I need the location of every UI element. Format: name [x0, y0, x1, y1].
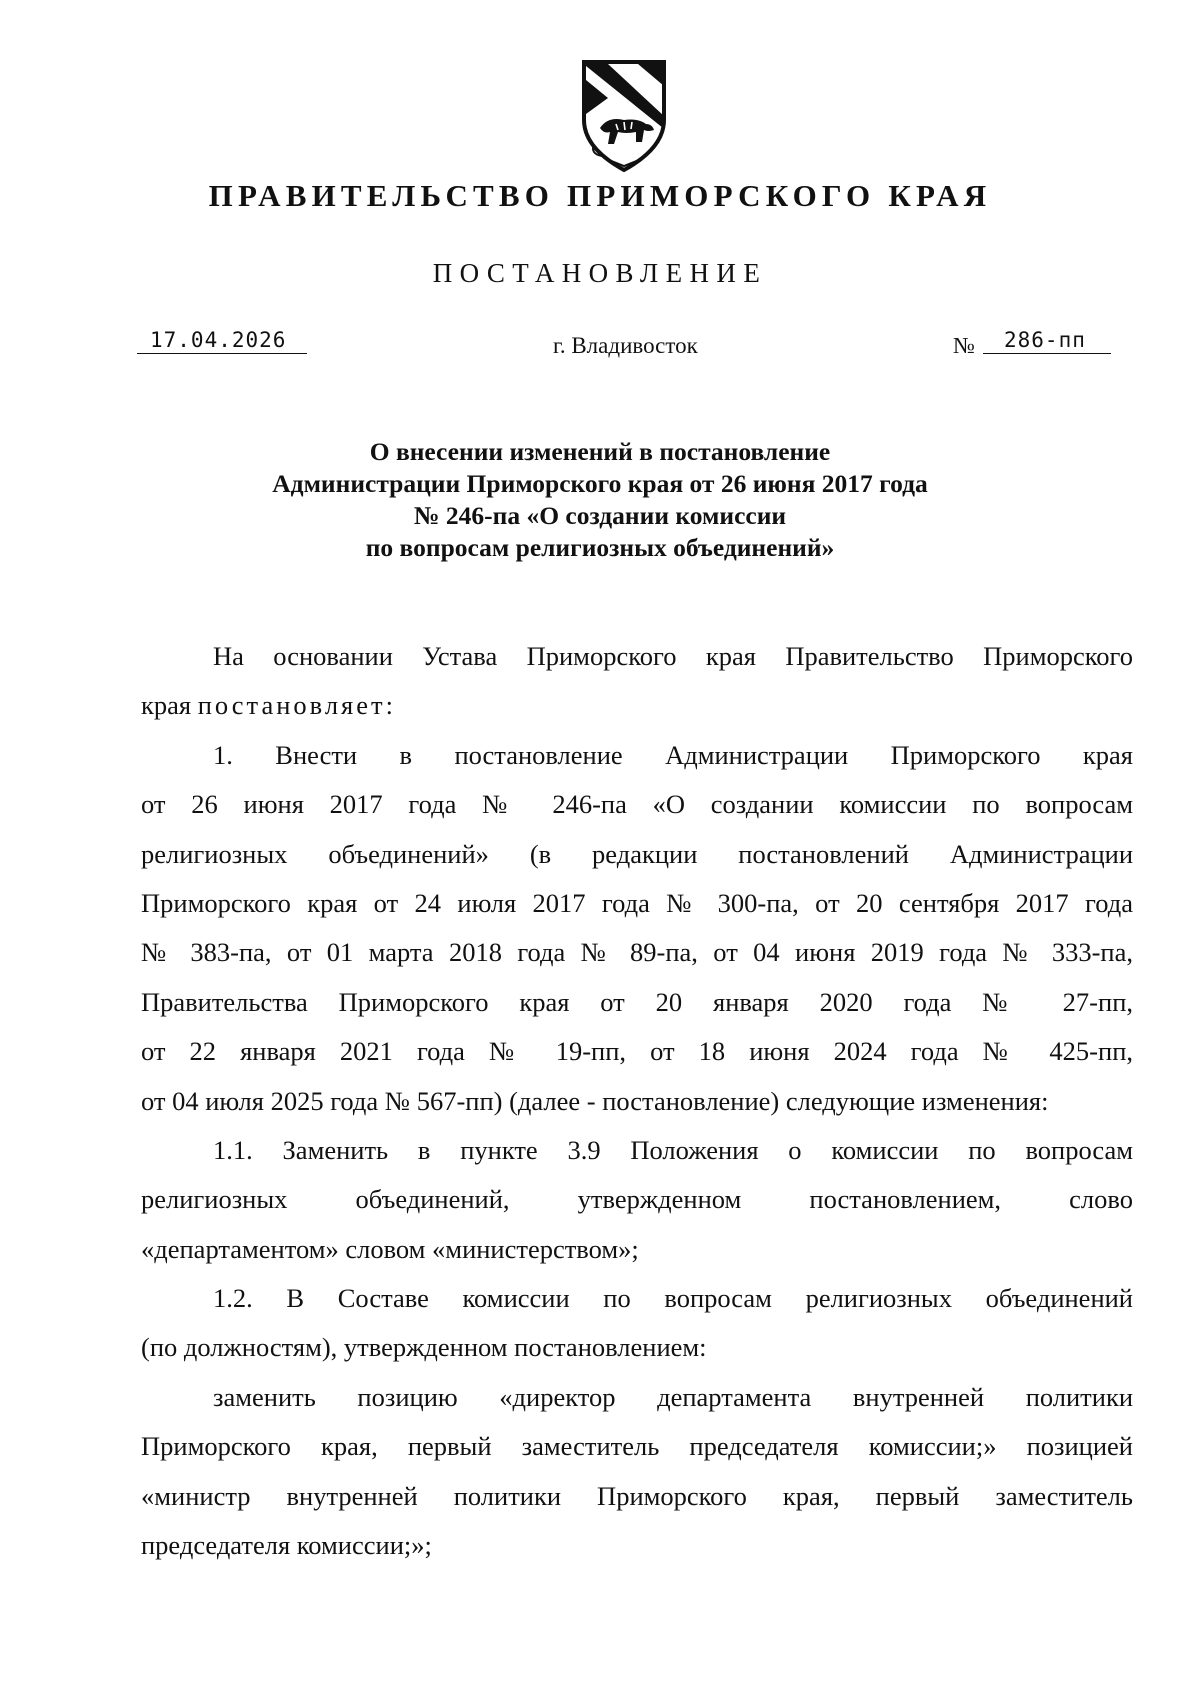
coat-of-arms-emblem: [578, 58, 670, 176]
date-underline: [137, 353, 307, 354]
body-line: Приморского края, первый заместитель председателя комиссии;» позицией: [141, 1431, 1133, 1462]
heading-line: № 246-па «О создании комиссии: [413, 501, 787, 530]
body-text-fragment: постановляет:: [197, 690, 396, 721]
body-line: заменить позицию «директор департамента внутренней политики: [213, 1381, 1133, 1412]
body-line: 1.1. Заменить в пункте 3.9 Положения о комиссии по вопросам: [213, 1134, 1133, 1165]
government-title: ПРАВИТЕЛЬСТВО ПРИМОРСКОГО КРАЯ: [208, 178, 992, 213]
body-line: от 22 января 2021 года № 19-пп, от 18 июня 2024 года № 425-пп,: [141, 1036, 1133, 1067]
number-underline: [983, 353, 1111, 354]
heading-line: О внесении изменений в постановление: [369, 437, 831, 466]
body-line: На основании Устава Приморского края Правительство Приморского: [213, 641, 1133, 671]
body-line: (по должностям), утвержденном постановлением:: [141, 1332, 707, 1363]
body-line: от 04 июля 2025 года № 567-пп) (далее - постановление) следующие изменения:: [141, 1085, 1049, 1116]
body-line: «министр внутренней политики Приморского края, первый заместитель: [141, 1480, 1133, 1511]
body-line: религиозных объединений» (в редакции постановлений Администрации: [141, 838, 1133, 869]
document-city: г. Владивосток: [553, 333, 698, 358]
body-text-fragment: края: [141, 690, 192, 721]
document-date: 17.04.2026: [150, 328, 287, 352]
heading-line: по вопросам религиозных объединений»: [365, 533, 835, 562]
document-number: 286-пп: [1004, 328, 1086, 352]
body-line: председателя комиссии;»;: [141, 1530, 432, 1561]
body-line: [141, 681, 1133, 730]
heading-line: Администрации Приморского края от 26 июня 2017 года: [272, 469, 928, 498]
document-body: [141, 632, 1133, 1570]
body-line: религиозных объединений, утвержденном постановлением, слово: [141, 1184, 1133, 1215]
body-line: 1. Внести в постановление Администрации Приморского края: [213, 739, 1133, 770]
body-line: Приморского края от 24 июля 2017 года № 300-па, от 20 сентября 2017 года: [141, 887, 1133, 918]
document-heading: [0, 436, 1200, 564]
body-line: от 26 июня 2017 года № 246-па «О создании комиссии по вопросам: [141, 789, 1133, 820]
body-line: «департаментом» словом «министерством»;: [141, 1233, 639, 1264]
body-line: 1.2. В Составе комиссии по вопросам религиозных объединений: [213, 1283, 1133, 1314]
document-kind: ПОСТАНОВЛЕНИЕ: [432, 258, 768, 288]
number-sign: №: [953, 333, 975, 358]
body-line: № 383-па, от 01 марта 2018 года № 89-па, от 04 июня 2019 года № 333-па,: [141, 937, 1133, 968]
body-line: Правительства Приморского края от 20 января 2020 года № 27-пп,: [141, 986, 1133, 1017]
